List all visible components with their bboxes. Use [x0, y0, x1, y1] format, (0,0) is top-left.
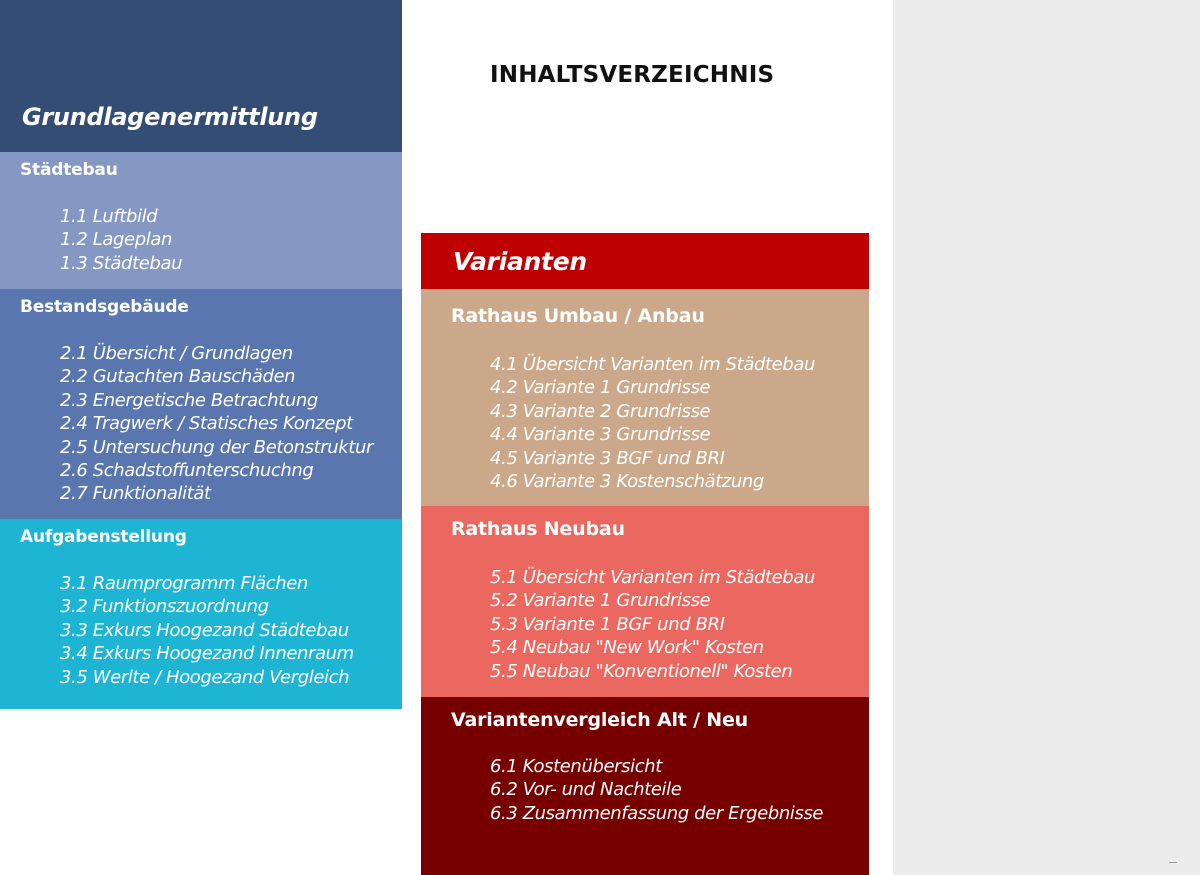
toc-item[interactable]: 3.2 Funktionszuordnung	[60, 596, 269, 618]
toc-item[interactable]: 5.1 Übersicht Varianten im Städtebau	[490, 567, 815, 588]
toc-item[interactable]: 4.2 Variante 1 Grundrisse	[490, 377, 711, 399]
toc-item[interactable]: 1.2 Lageplan	[60, 229, 172, 251]
toc-item[interactable]: 6.3 Zusammenfassung der Ergebnisse	[490, 802, 824, 824]
grundlagen-heading: Grundlagenermittlung	[22, 103, 318, 131]
toc-item[interactable]: 3.1 Raumprogramm Flächen	[60, 573, 308, 594]
section-title: Aufgabenstellung	[20, 527, 187, 547]
toc-item[interactable]: 5.4 Neubau "New Work" Kosten	[490, 637, 764, 659]
side-panel	[893, 0, 1200, 875]
section-variantenvergleich	[421, 697, 869, 875]
varianten-header-block	[421, 233, 869, 289]
toc-item[interactable]: 5.5 Neubau "Konventionell" Kosten	[490, 660, 793, 682]
toc-item[interactable]: 2.6 Schadstoffunterschuchng	[60, 460, 314, 482]
section-umbau-anbau	[421, 289, 869, 506]
toc-item[interactable]: 5.3 Variante 1 BGF und BRI	[490, 613, 725, 635]
toc-list	[490, 566, 815, 683]
toc-item[interactable]: 2.2 Gutachten Bauschäden	[60, 366, 296, 388]
toc-item[interactable]: 3.4 Exkurs Hoogezand Innenraum	[60, 643, 354, 665]
toc-item[interactable]: 3.5 Werlte / Hoogezand Vergleich	[60, 666, 350, 688]
toc-list	[60, 342, 373, 506]
toc-item[interactable]: 1.1 Luftbild	[60, 206, 158, 227]
section-title: Städtebau	[20, 160, 118, 180]
toc-item[interactable]: 6.2 Vor- und Nachteile	[490, 779, 682, 801]
section-bestandsgebaeude	[0, 289, 402, 519]
toc-item[interactable]: 4.6 Variante 3 Kostenschätzung	[490, 471, 764, 493]
section-staedtebau	[0, 152, 402, 289]
section-neubau	[421, 506, 869, 697]
section-aufgabenstellung	[0, 519, 402, 709]
toc-item[interactable]: 5.2 Variante 1 Grundrisse	[490, 590, 711, 612]
toc-item[interactable]: 6.1 Kostenübersicht	[490, 756, 662, 777]
minimize-dash-icon	[1169, 862, 1177, 863]
page-title: INHALTSVERZEICHNIS	[490, 62, 775, 88]
toc-item[interactable]: 4.4 Variante 3 Grundrisse	[490, 424, 711, 446]
toc-item[interactable]: 3.3 Exkurs Hoogezand Städtebau	[60, 619, 349, 641]
toc-item[interactable]: 2.7 Funktionalität	[60, 483, 211, 505]
grundlagen-header-block	[0, 0, 402, 152]
section-title: Bestandsgebäude	[20, 297, 189, 317]
toc-item[interactable]: 1.3 Städtebau	[60, 252, 183, 274]
section-title: Variantenvergleich Alt / Neu	[451, 709, 748, 731]
toc-item[interactable]: 4.3 Variante 2 Grundrisse	[490, 400, 711, 422]
toc-item[interactable]: 2.3 Energetische Betrachtung	[60, 389, 318, 411]
toc-item[interactable]: 2.1 Übersicht / Grundlagen	[60, 343, 293, 364]
varianten-heading: Varianten	[453, 247, 587, 276]
section-title: Rathaus Umbau / Anbau	[451, 305, 705, 327]
toc-item[interactable]: 2.4 Tragwerk / Statisches Konzept	[60, 413, 353, 435]
section-title: Rathaus Neubau	[451, 518, 625, 540]
toc-item[interactable]: 2.5 Untersuchung der Betonstruktur	[60, 436, 373, 458]
toc-list	[60, 205, 182, 275]
toc-list	[490, 353, 815, 493]
toc-list	[60, 572, 354, 689]
toc-list	[490, 755, 823, 825]
toc-item[interactable]: 4.1 Übersicht Varianten im Städtebau	[490, 354, 815, 375]
toc-item[interactable]: 4.5 Variante 3 BGF und BRI	[490, 447, 725, 469]
